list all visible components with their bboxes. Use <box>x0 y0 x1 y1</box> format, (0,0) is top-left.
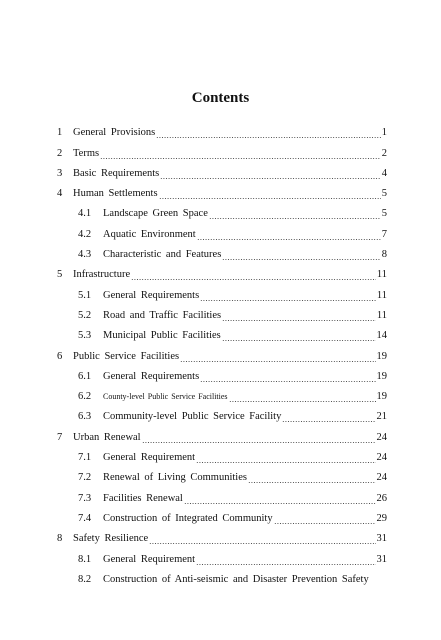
toc-page-number: 21 <box>376 411 387 423</box>
toc-section-entry <box>57 423 387 443</box>
toc-dot-leader <box>196 452 375 464</box>
toc-page-number: 7 <box>381 228 387 240</box>
toc-dot-leader <box>209 208 381 220</box>
toc-subsection-entry <box>57 403 387 423</box>
toc-dot-leader <box>149 533 375 545</box>
toc-dot-leader <box>131 269 376 281</box>
toc-subsection-entry <box>57 444 387 464</box>
toc-entry-number: 7.4 <box>78 512 92 524</box>
toc-page-number: 11 <box>376 309 387 321</box>
toc-entry-number: 5 <box>57 269 63 281</box>
toc-dot-leader <box>142 432 376 444</box>
toc-entry-label: Public Service Facilities <box>73 350 180 362</box>
toc-entry-number: 6.3 <box>78 411 92 423</box>
toc-subsection-entry <box>57 363 387 383</box>
toc-page-number: 24 <box>376 431 387 443</box>
toc-page-number: 5 <box>381 208 387 220</box>
toc-page-number: 11 <box>376 269 387 281</box>
toc-dot-leader <box>197 229 381 241</box>
toc-page-number: 4 <box>381 167 387 179</box>
toc-entry-number: 7 <box>57 431 63 443</box>
table-of-contents <box>57 119 387 586</box>
toc-dot-leader <box>222 249 380 261</box>
toc-subsection-entry <box>57 200 387 220</box>
toc-subsection-entry <box>57 566 387 586</box>
toc-subsection-entry <box>57 464 387 484</box>
toc-entry-label: General Requirement <box>103 553 196 565</box>
toc-entry-number: 7.2 <box>78 472 92 484</box>
toc-entry-label: Municipal Public Facilities <box>103 330 221 342</box>
toc-entry-number: 2 <box>57 147 63 159</box>
toc-page-number: 5 <box>381 188 387 200</box>
toc-entry-label: Facilities Renewal <box>103 492 183 504</box>
toc-entry-label: Infrastructure <box>73 269 131 281</box>
toc-dot-leader <box>159 188 381 200</box>
toc-page-number: 24 <box>376 452 387 464</box>
toc-page-number: 26 <box>376 492 387 504</box>
toc-entry-label: General Requirements <box>103 289 200 301</box>
toc-page-number: 11 <box>376 289 387 301</box>
toc-dot-leader <box>200 371 375 383</box>
toc-page-number: 1 <box>381 127 387 139</box>
toc-page-number: 19 <box>376 391 387 403</box>
toc-entry-label: Renewal of Living Communities <box>103 472 247 484</box>
toc-entry-label: Human Settlements <box>73 188 158 200</box>
toc-dot-leader <box>180 351 375 363</box>
toc-page-number: 14 <box>376 330 387 342</box>
toc-entry-label: County-level Public Service Facilities <box>103 392 228 402</box>
toc-dot-leader <box>100 148 381 160</box>
toc-entry-label: General Requirement <box>103 452 196 464</box>
toc-entry-label: General Requirements <box>103 370 200 382</box>
toc-subsection-entry <box>57 220 387 240</box>
toc-dot-leader <box>229 391 376 403</box>
toc-entry-number: 5.3 <box>78 330 92 342</box>
toc-entry-label: Construction of Anti-seismic and Disaster Prevention Safety <box>103 573 369 585</box>
toc-entry-label: Construction of Integrated Community <box>103 512 273 524</box>
page-title: Contents <box>191 90 250 106</box>
toc-entry-number: 4 <box>57 188 63 200</box>
toc-page-number: 29 <box>376 512 387 524</box>
toc-entry-number: 5.1 <box>78 289 92 301</box>
toc-dot-leader <box>160 168 380 180</box>
toc-subsection-entry <box>57 545 387 565</box>
toc-dot-leader <box>248 472 376 484</box>
toc-subsection-entry <box>57 484 387 504</box>
toc-subsection-entry <box>57 383 387 403</box>
toc-entry-number: 5.2 <box>78 309 92 321</box>
toc-dot-leader <box>196 554 375 566</box>
toc-page-number: 2 <box>381 147 387 159</box>
toc-entry-label: Road and Traffic Facilities <box>103 309 222 321</box>
toc-entry-number: 6.1 <box>78 370 92 382</box>
toc-section-entry <box>57 180 387 200</box>
toc-entry-number: 8 <box>57 533 63 545</box>
toc-entry-number: 4.3 <box>78 249 92 261</box>
toc-subsection-entry <box>57 505 387 525</box>
toc-page-number: 19 <box>376 370 387 382</box>
toc-entry-number: 6.2 <box>78 391 92 403</box>
toc-entry-number: 8.1 <box>78 553 92 565</box>
toc-entry-label: Community-level Public Service Facility <box>103 411 282 423</box>
toc-dot-leader <box>156 127 381 139</box>
toc-page-number: 31 <box>376 533 387 545</box>
toc-section-entry <box>57 119 387 139</box>
toc-page-number: 24 <box>376 472 387 484</box>
toc-dot-leader <box>222 310 376 322</box>
toc-subsection-entry <box>57 281 387 301</box>
toc-entry-label: General Provisions <box>73 127 156 139</box>
toc-dot-leader <box>274 513 376 525</box>
toc-subsection-entry <box>57 322 387 342</box>
toc-section-entry <box>57 261 387 281</box>
toc-entry-label: Landscape Green Space <box>103 208 208 220</box>
toc-page-number: 31 <box>376 553 387 565</box>
toc-entry-number: 7.3 <box>78 492 92 504</box>
toc-entry-number: 6 <box>57 350 63 362</box>
toc-entry-number: 8.2 <box>78 573 92 585</box>
toc-section-entry <box>57 160 387 180</box>
toc-entry-label: Aquatic Environment <box>103 228 196 240</box>
toc-entry-number: 4.2 <box>78 228 92 240</box>
toc-entry-number: 4.1 <box>78 208 92 220</box>
toc-subsection-entry <box>57 241 387 261</box>
toc-dot-leader <box>222 330 376 342</box>
toc-entry-label: Basic Requirements <box>73 167 160 179</box>
toc-page-number: 19 <box>376 350 387 362</box>
toc-section-entry <box>57 342 387 362</box>
toc-entry-label: Terms <box>73 147 100 159</box>
toc-entry-label: Characteristic and Features <box>103 249 222 261</box>
toc-dot-leader <box>282 411 375 423</box>
toc-dot-leader <box>184 493 376 505</box>
toc-section-entry <box>57 139 387 159</box>
toc-entry-label: Safety Resilience <box>73 533 149 545</box>
toc-page-number: 8 <box>381 249 387 261</box>
toc-subsection-entry <box>57 302 387 322</box>
toc-dot-leader <box>200 290 376 302</box>
toc-entry-label: Urban Renewal <box>73 431 141 443</box>
toc-entry-number: 3 <box>57 167 63 179</box>
toc-entry-number: 1 <box>57 127 63 139</box>
toc-section-entry <box>57 525 387 545</box>
toc-entry-number: 7.1 <box>78 452 92 464</box>
